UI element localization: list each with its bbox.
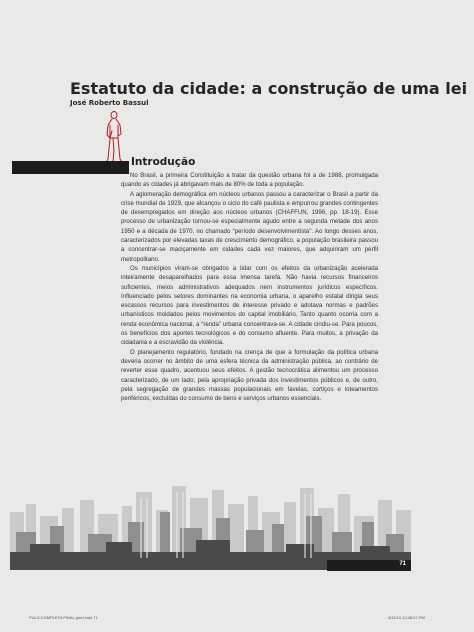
paragraph: Os municípios viram-se obrigados a lidar com os efeitos da urbanização acelerada inteiramente desaparelhados para essa imensa tarefa. Não havia recursos financeiros suficientes, meios administrativos adequados nem instrumentos jurídicos específicos. Influenciado pelos setores dominantes na economia urbana, o aparelho estatal dirigia seus escassos recursos para investimentos de interesse privado e adotava normas e padrões urbanísticos moldados pelos movimentos do capital imobiliário. Tanto quanto ocorria com a renda econômica nacional, a “renda” urbana concentrava-se. A cidade cindiu-se. Para poucos, os benefícios dos aportes tecnológicos e do consumo afluente. Para muitos, a privação da cidadania e a escravidão da violência. bbox=[121, 264, 378, 347]
section-heading-bar bbox=[12, 161, 129, 174]
paragraph: No Brasil, a primeira Constituição a tratar da questão urbana foi a de 1988, promulgada quando as cidades já abrigavam mais de 80% de toda a população. bbox=[121, 172, 378, 189]
article-body bbox=[121, 171, 378, 403]
print-footer-timestamp: 3/11/10 12:48:27 PM bbox=[388, 615, 425, 620]
section-heading: Introdução bbox=[131, 156, 196, 168]
walking-figure-sketch-icon bbox=[98, 111, 132, 167]
page-number-bar bbox=[327, 560, 411, 571]
city-skyline-photo bbox=[10, 482, 411, 570]
author-name: José Roberto Bassul bbox=[70, 99, 149, 107]
print-footer-file: PULICCOMPLETA FINAL.pmd.indd 71 bbox=[29, 615, 98, 620]
paragraph: A aglomeração demográfica em núcleos urbanos passou a caracterizar o Brasil a partir da crise mundial de 1929, que alcançou o ciclo do café paulista e empurrou grandes contingentes de desempregados em direção aos núcleos urbanos (CHAFFUN, 1996, pp. 18-19). Esse processo de urbanização tornou-se especialmente agudo entre a segunda metade dos anos 1950 e a década de 1970, no chamado “período desenvolvimentista”. Ao longo desses anos, caracterizados por elevadas taxas de crescimento demográfico, a população brasileira passou a concentrar-se maciçamente em cidades cada vez maiores, que adquiriram um perfil metropolitano. bbox=[121, 190, 378, 263]
page-number: 71 bbox=[399, 561, 406, 567]
article-title: Estatuto da cidade: a construção de uma lei bbox=[70, 79, 468, 98]
paragraph: O planejamento regulatório, fundado na crença de que a formulação da política urbana deveria ocorrer no âmbito de uma esfera técnica da administração pública, ao contrário de reverter esse quadro, acentuou seus efeitos. A gestão tecnocrática alimentou um processo caracterizado, de um lado, pela apropriação privada dos investimentos públicos e, de outro, pela segregação de grandes massas populacionais em favelas, cortiços e loteamentos periféricos, excluídas do consumo de bens e serviços urbanos essenciais. bbox=[121, 348, 378, 403]
